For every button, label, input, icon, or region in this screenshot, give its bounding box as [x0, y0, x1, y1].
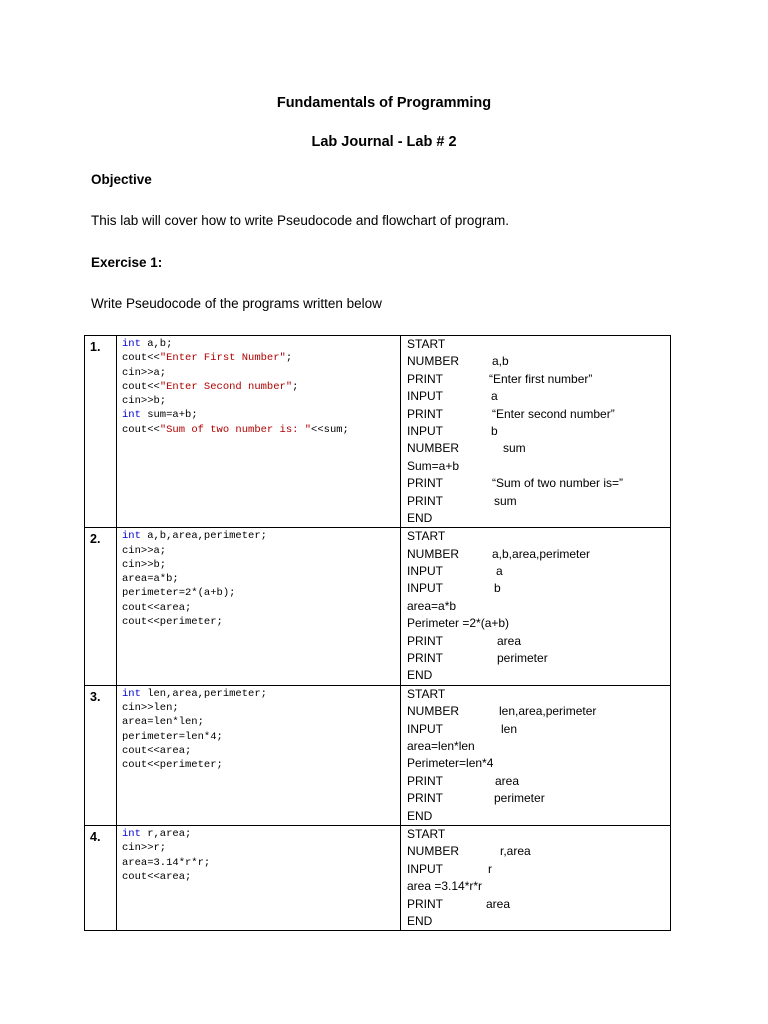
exercise-heading: Exercise 1: [91, 255, 163, 270]
pseudocode-keyword: START [407, 529, 446, 544]
pseudocode-line [407, 861, 670, 878]
code-text: sum=a+b; [140, 409, 198, 422]
pseudocode-line [407, 371, 670, 388]
pseudocode-line [407, 826, 670, 843]
pseudocode-line [407, 388, 670, 405]
code-text: ; [292, 380, 299, 393]
pseudocode-keyword: PRINT [407, 651, 443, 666]
code-text: len,area,perimeter; [140, 687, 267, 700]
pseudocode-line [407, 913, 670, 930]
pseudocode-keyword: NUMBER [407, 354, 460, 369]
pseudocode-keyword: area=a*b [407, 598, 457, 613]
code-text: cout<<perimeter; [122, 616, 223, 629]
pseudocode-argument: perimeter [497, 651, 548, 666]
code-text: <<sum; [311, 423, 349, 436]
pseudocode-line [407, 615, 670, 632]
pseudocode-keyword: PRINT [407, 896, 443, 911]
pseudocode-argument: “Enter first number” [489, 371, 593, 386]
objective-text: This lab will cover how to write Pseudocode and flowchart of program. [91, 213, 509, 228]
pseudocode-keyword: PRINT [407, 791, 443, 806]
code-cell [117, 825, 401, 930]
pseudocode-line [407, 598, 670, 615]
pseudocode-cell [401, 336, 671, 528]
exercise-table-body [85, 336, 671, 931]
pseudocode-line [407, 896, 670, 913]
pseudocode-line [407, 686, 670, 703]
code-line [122, 558, 400, 572]
pseudocode-keyword: INPUT [407, 423, 443, 438]
pseudocode-keyword: INPUT [407, 389, 443, 404]
code-line [122, 394, 400, 408]
pseudocode-keyword: PRINT [407, 633, 443, 648]
code-line [122, 601, 400, 615]
code-text: perimeter=len*4; [122, 730, 223, 743]
pseudocode-keyword: PRINT [407, 493, 443, 508]
pseudocode-argument: area [497, 633, 522, 648]
pseudocode-argument: perimeter [494, 791, 545, 806]
pseudocode-keyword: INPUT [407, 721, 443, 736]
pseudocode-keyword: Sum=a+b [407, 458, 460, 473]
code-string: "Sum of two number is: " [159, 423, 312, 436]
row-number: 3. [85, 685, 117, 825]
pseudocode-argument: r [488, 861, 492, 876]
pseudocode-argument: sum [494, 493, 517, 508]
pseudocode-line [407, 493, 670, 510]
pseudocode-line [407, 406, 670, 423]
code-text: area=len*len; [122, 716, 204, 729]
code-text: cin>>len; [122, 702, 179, 715]
code-cell [117, 336, 401, 528]
pseudocode-argument: r,area [500, 844, 531, 859]
pseudocode-keyword: Perimeter=len*4 [407, 756, 494, 771]
pseudocode-argument: area [495, 773, 520, 788]
pseudocode-keyword: END [407, 913, 433, 928]
code-line [122, 380, 400, 394]
code-line [122, 758, 400, 772]
pseudocode-cell [401, 685, 671, 825]
pseudocode-argument: a,b,area,perimeter [492, 546, 591, 561]
pseudocode-keyword: END [407, 510, 433, 525]
code-cell [117, 685, 401, 825]
table-row [85, 528, 671, 686]
code-text: cout<<area; [122, 601, 192, 614]
pseudocode-line [407, 440, 670, 457]
code-text: cin>>a; [122, 544, 167, 557]
pseudocode-line [407, 703, 670, 720]
pseudocode-line [407, 633, 670, 650]
pseudocode-line [407, 843, 670, 860]
code-text: cout<<area; [122, 745, 192, 757]
pseudocode-argument: b [491, 423, 498, 438]
pseudocode-line [407, 773, 670, 790]
code-line [122, 701, 400, 715]
pseudocode-cell [401, 825, 671, 930]
pseudocode-argument: sum [503, 441, 526, 456]
row-number: 4. [85, 825, 117, 930]
exercise-table [84, 335, 671, 931]
row-number: 1. [85, 336, 117, 528]
pseudocode-line [407, 650, 670, 667]
code-text: area=3.14*r*r; [122, 856, 211, 869]
code-keyword: int [122, 338, 141, 350]
pseudocode-argument: b [494, 581, 501, 596]
code-line [122, 586, 400, 600]
code-line [122, 870, 400, 884]
code-text: cout<< [122, 380, 160, 393]
objective-heading: Objective [91, 172, 152, 187]
pseudocode-argument: “Sum of two number is=” [492, 476, 624, 491]
pseudocode-keyword: INPUT [407, 564, 443, 579]
pseudocode-keyword: PRINT [407, 476, 443, 491]
pseudocode-line [407, 738, 670, 755]
pseudocode-line [407, 528, 670, 545]
pseudocode-line [407, 353, 670, 370]
pseudocode-argument: area [486, 896, 511, 911]
pseudocode-keyword: START [407, 826, 446, 841]
pseudocode-argument: “Enter second number” [492, 406, 615, 421]
code-text: r,area; [140, 827, 192, 840]
pseudocode-keyword: NUMBER [407, 546, 460, 561]
pseudocode-keyword: area =3.14*r*r [407, 879, 483, 894]
pseudocode-line [407, 563, 670, 580]
pseudocode-keyword: PRINT [407, 406, 443, 421]
code-text: cout<<area; [122, 870, 192, 883]
code-line [122, 744, 400, 758]
code-line [122, 337, 400, 351]
pseudocode-argument: a,b [492, 354, 509, 369]
code-keyword: int [122, 530, 141, 543]
code-line [122, 423, 400, 437]
pseudocode-keyword: PRINT [407, 773, 443, 788]
code-text: cin>>a; [122, 366, 167, 379]
code-line [122, 856, 400, 870]
code-cell [117, 528, 401, 686]
code-line [122, 615, 400, 629]
pseudocode-line [407, 546, 670, 563]
code-text: cin>>r; [122, 842, 167, 855]
pseudocode-line [407, 878, 670, 895]
code-line [122, 366, 400, 380]
pseudocode-keyword: PRINT [407, 371, 443, 386]
code-text: ; [285, 352, 293, 365]
pseudocode-keyword: Perimeter =2*(a+b) [407, 616, 510, 631]
code-text: area=a*b; [122, 573, 179, 586]
row-number: 2. [85, 528, 117, 686]
code-keyword: int [122, 409, 141, 422]
document-title: Fundamentals of Programming [276, 95, 492, 111]
code-line [122, 351, 400, 365]
exercise-instruction: Write Pseudocode of the programs written below [91, 296, 382, 311]
code-line [122, 544, 400, 558]
pseudocode-line [407, 475, 670, 492]
pseudocode-line [407, 721, 670, 738]
pseudocode-keyword: END [407, 668, 433, 683]
code-line [122, 529, 400, 543]
pseudocode-cell [401, 528, 671, 686]
pseudocode-keyword: NUMBER [407, 441, 460, 456]
code-line [122, 841, 400, 855]
pseudocode-line [407, 808, 670, 825]
pseudocode-line [407, 510, 670, 527]
code-line [122, 827, 400, 841]
pseudocode-keyword: NUMBER [407, 704, 460, 719]
pseudocode-argument: len,area,perimeter [499, 704, 597, 719]
pseudocode-keyword: area=len*len [407, 738, 475, 753]
code-keyword: int [122, 687, 141, 700]
pseudocode-argument: len [501, 721, 518, 736]
table-row [85, 825, 671, 930]
code-text: cout<<perimeter; [122, 759, 223, 772]
pseudocode-keyword: INPUT [407, 581, 443, 596]
code-line [122, 715, 400, 729]
pseudocode-line [407, 423, 670, 440]
pseudocode-keyword: START [407, 337, 446, 351]
table-row [85, 685, 671, 825]
pseudocode-line [407, 458, 670, 475]
code-keyword: int [122, 827, 141, 840]
code-text: cout<< [122, 423, 160, 436]
code-text: a,b,area,perimeter; [140, 530, 267, 543]
code-text: perimeter=2*(a+b); [122, 587, 236, 600]
document-subtitle: Lab Journal - Lab # 2 [311, 134, 457, 150]
code-string: "Enter Second number" [159, 380, 293, 393]
code-string: "Enter First Number" [159, 352, 286, 365]
pseudocode-keyword: INPUT [407, 861, 443, 876]
pseudocode-argument: a [491, 389, 498, 404]
code-text: cin>>b; [122, 558, 167, 571]
table-row [85, 336, 671, 528]
pseudocode-line [407, 580, 670, 597]
pseudocode-argument: a [496, 564, 503, 579]
pseudocode-keyword: NUMBER [407, 844, 460, 859]
code-text: cout<< [122, 352, 160, 365]
pseudocode-line [407, 336, 670, 353]
pseudocode-line [407, 790, 670, 807]
pseudocode-line [407, 667, 670, 684]
pseudocode-keyword: END [407, 808, 433, 823]
code-line [122, 572, 400, 586]
code-text: cin>>b; [122, 395, 167, 408]
pseudocode-keyword: START [407, 686, 446, 701]
pseudocode-line [407, 755, 670, 772]
code-line [122, 408, 400, 422]
code-line [122, 730, 400, 744]
code-line [122, 687, 400, 701]
code-text: a,b; [140, 338, 173, 350]
